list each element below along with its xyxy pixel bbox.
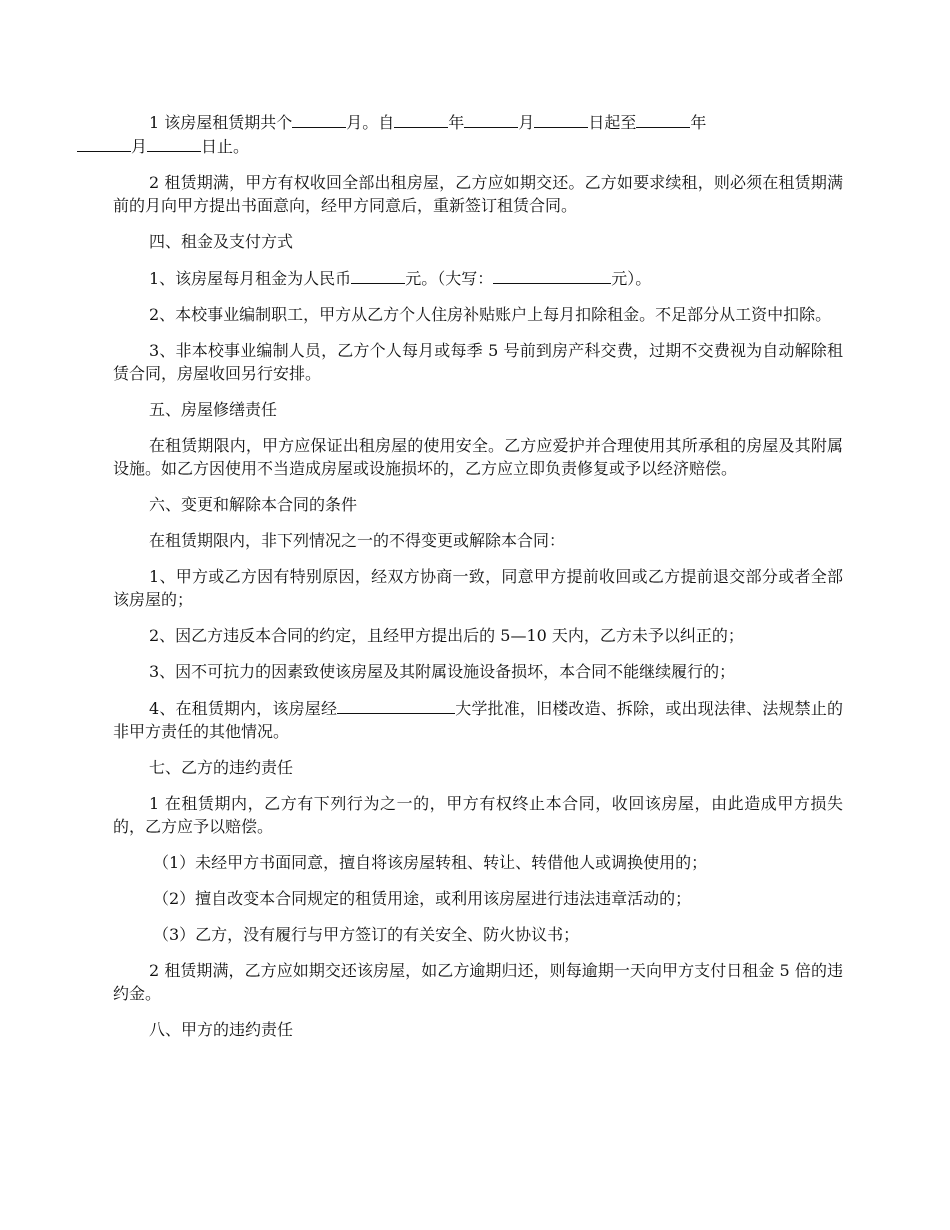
blank-field[interactable] [337,696,455,714]
section-heading-5: 五、房屋修缮责任 [149,400,278,419]
change-clause-2: 2、因乙方违反本合同的约定，且经甲方提出后的 5—10 天内，乙方未予以纠正的； [149,626,744,645]
blank-field[interactable] [464,110,518,128]
text: 日起至 [588,113,637,132]
blank-field[interactable] [147,134,201,152]
breach-clause-2: 2 租赁期满，乙方应如期交还该房屋，如乙方逾期归还，则每逾期一天向甲方支付日租金 5 倍的违约金。 [113,961,843,1003]
blank-field[interactable] [534,110,588,128]
text: 4、在租赁期内，该房屋经 [149,699,338,718]
text: 年 [690,113,707,132]
blank-field[interactable] [394,110,448,128]
blank-field[interactable] [77,134,131,152]
breach-item-1: （1）未经甲方书面同意，擅自将该房屋转租、转让、转借他人或调换使用的； [153,853,708,872]
text: 1、该房屋每月租金为人民币 [149,269,352,288]
repair-clause: 在租赁期限内，甲方应保证出租房屋的使用安全。乙方应爱护并合理使用其所承租的房屋及其附属设施。如乙方因使用不当造成房屋或设施损坏的，乙方应立即负责修复或予以经济赔偿。 [113,436,843,478]
breach-clause-1: 1 在租赁期内，乙方有下列行为之一的，甲方有权终止本合同，收回该房屋，由此造成甲方损失的，乙方应予以赔偿。 [113,794,843,836]
term-clause-2: 2 租赁期满，甲方有权收回全部出租房屋，乙方应如期交还。乙方如要求续租，则必须在租赁期满前的月向甲方提出书面意向，经甲方同意后，重新签订租赁合同。 [113,173,843,215]
change-clause-4 [113,696,843,743]
term-clause-1 [113,110,843,158]
text: 元。（大写： [405,269,494,288]
text: 月 [518,113,535,132]
change-intro: 在租赁期限内，非下列情况之一的不得变更或解除本合同： [149,531,566,550]
text: 元）。 [611,269,652,288]
text: 大学批准，旧楼改造、拆除，或出现法律、法规禁止的非甲方责任的其他情况。 [113,699,843,741]
document-page [113,110,843,1054]
rent-clause-2: 2、本校事业编制职工，甲方从乙方个人住房补贴账户上每月扣除租金。不足部分从工资中扣除。 [149,305,832,324]
section-heading-8: 八、甲方的违约责任 [149,1020,294,1039]
text: 日止。 [201,137,250,156]
blank-field[interactable] [292,110,346,128]
change-clause-1: 1、甲方或乙方因有特别原因，经双方协商一致，同意甲方提前收回或乙方提前退交部分或者全部该房屋的； [113,567,843,609]
blank-field[interactable] [493,266,611,284]
text: 月。自 [346,113,395,132]
rent-clause-3: 3、非本校事业编制人员，乙方个人每月或每季 5 号前到房产科交费，过期不交费视为自动解除租赁合同，房屋收回另行安排。 [113,341,843,383]
text: 1 该房屋租赁期共个 [149,113,293,132]
section-heading-6: 六、变更和解除本合同的条件 [149,495,358,514]
change-clause-3: 3、因不可抗力的因素致使该房屋及其附属设施设备损坏，本合同不能继续履行的； [149,662,736,681]
section-heading-7: 七、乙方的违约责任 [149,758,294,777]
section-heading-4: 四、租金及支付方式 [149,232,294,251]
blank-field[interactable] [636,110,690,128]
text: 年 [448,113,465,132]
blank-field[interactable] [351,266,405,284]
breach-item-3: （3）乙方，没有履行与甲方签订的有关安全、防火协议书； [153,925,580,944]
breach-item-2: （2）擅自改变本合同规定的租赁用途，或利用该房屋进行违法违章活动的； [153,889,692,908]
rent-clause-1 [113,266,843,290]
text: 月 [131,137,148,156]
